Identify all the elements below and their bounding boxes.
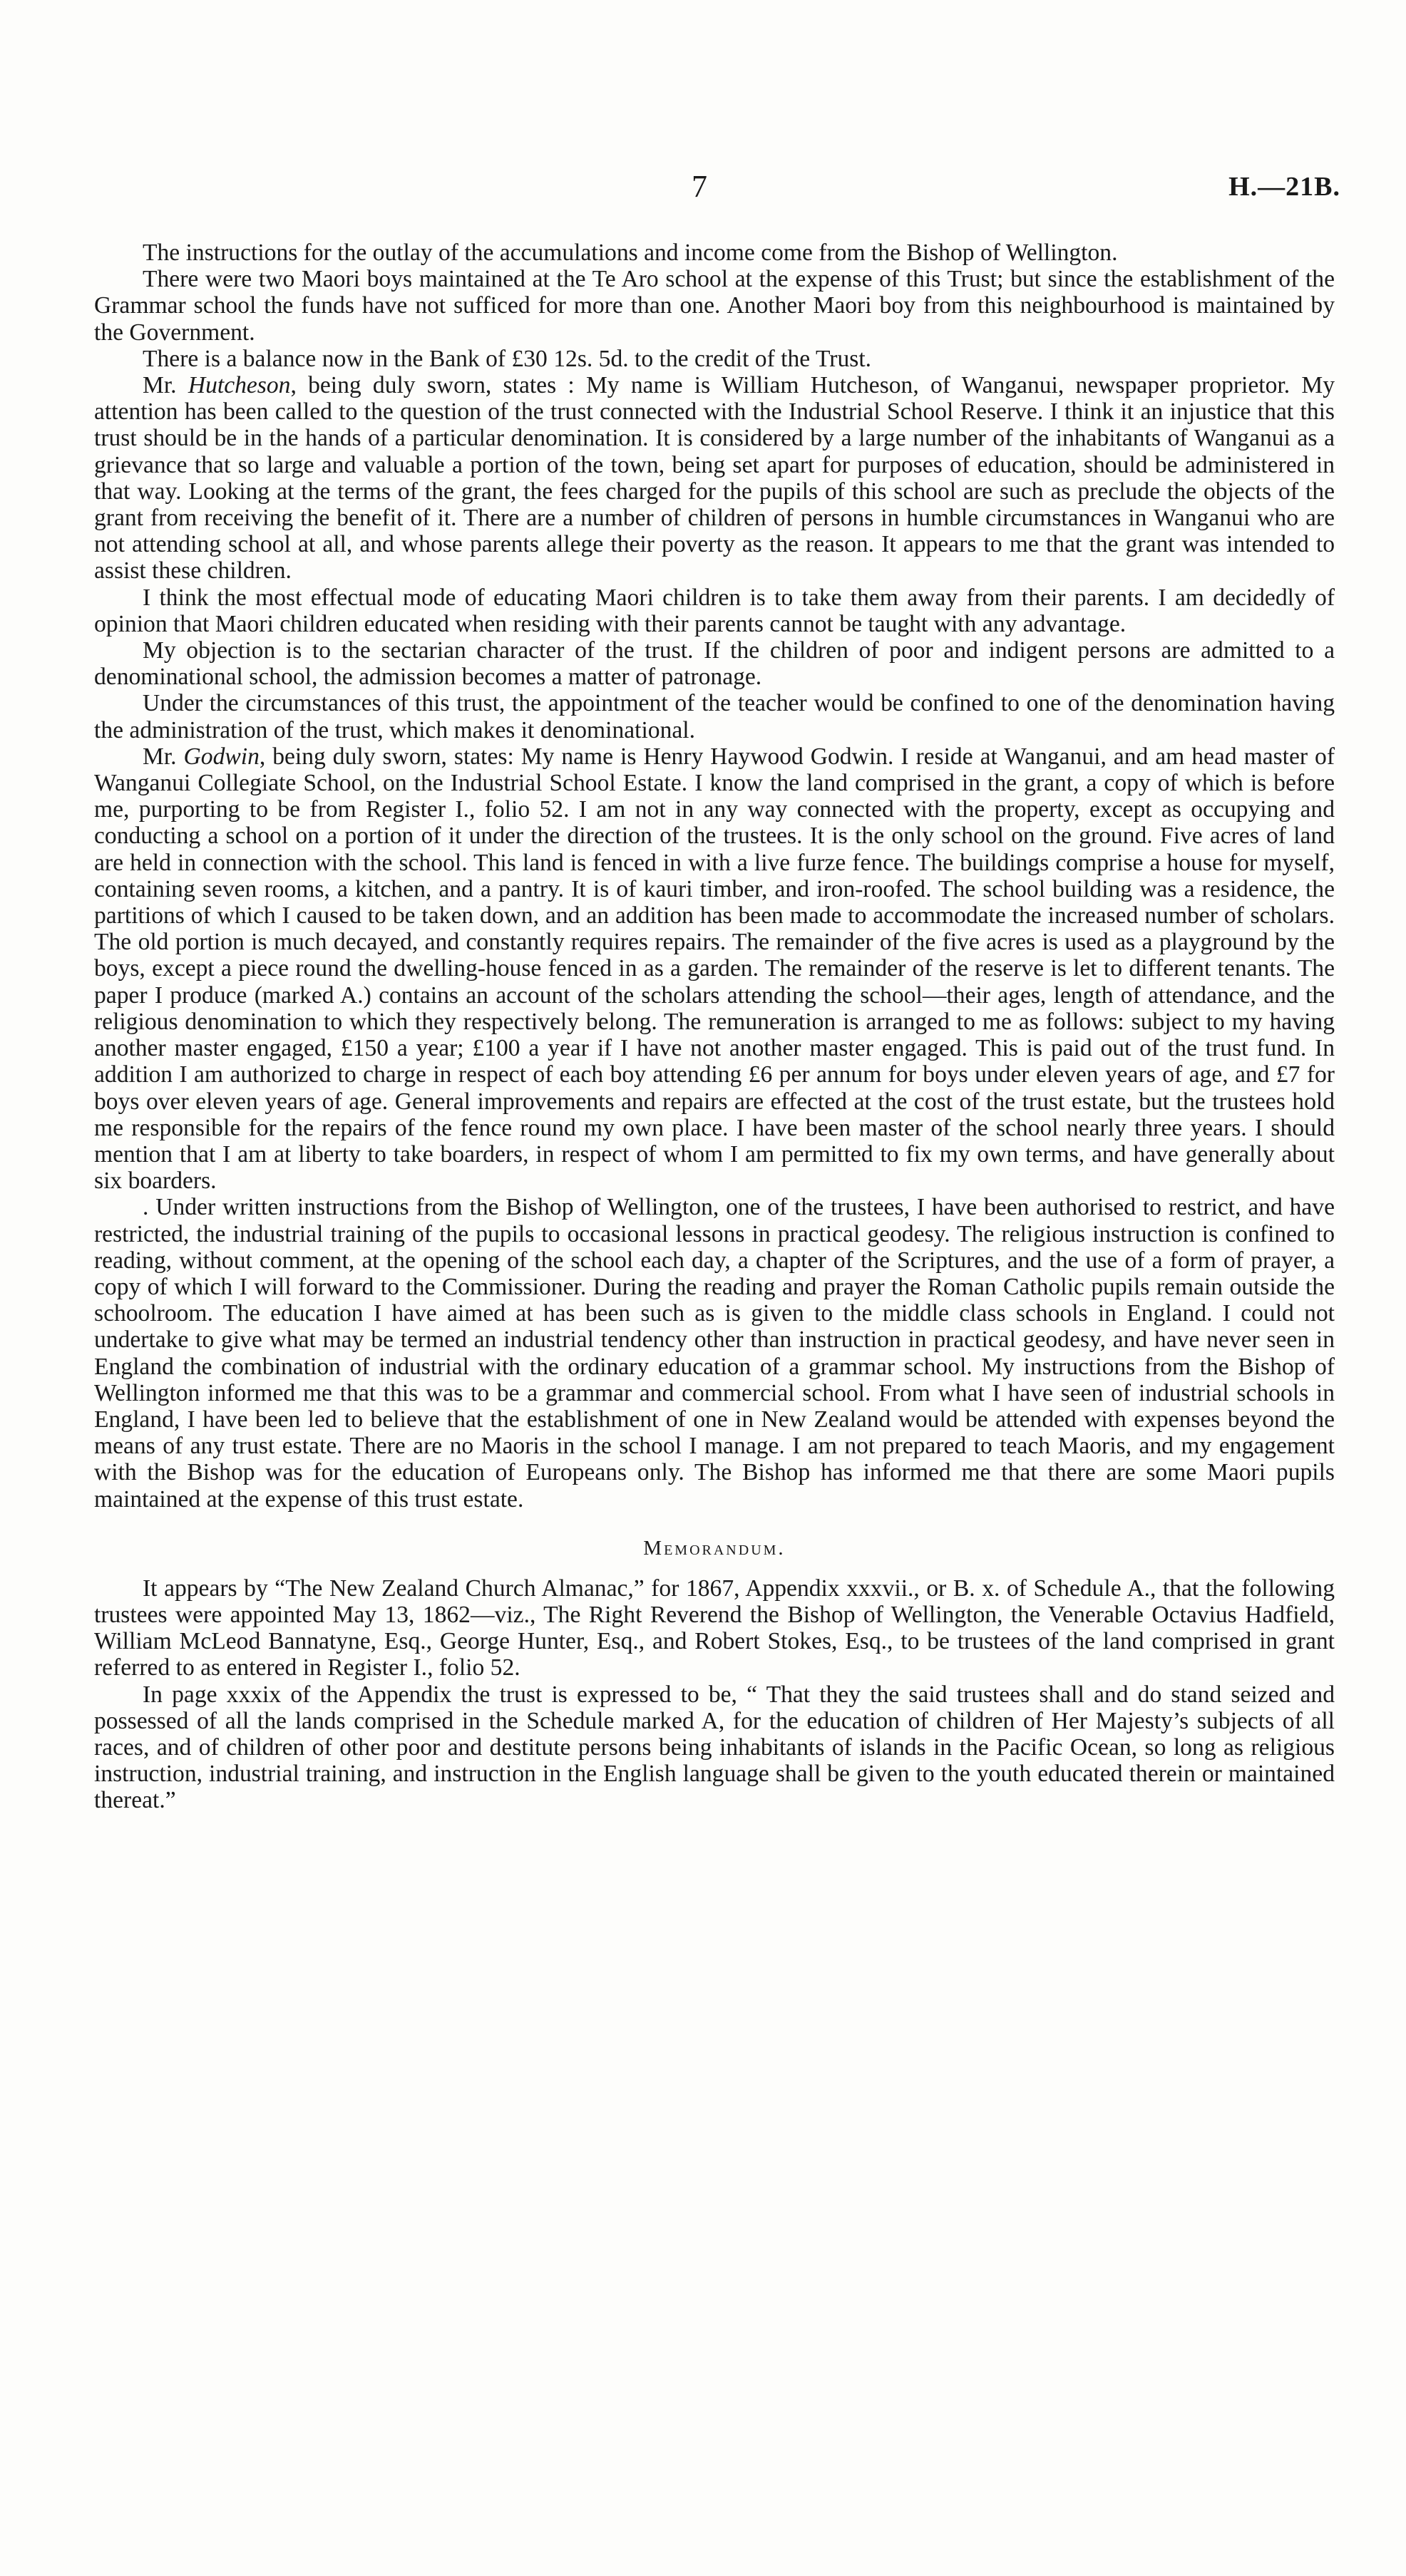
paragraph-sectarian-objection: My objection is to the sectarian character of the trust. If the children of poor and indigent persons are admitted to a denominational school, the admission becomes a matter of patronage.	[94, 637, 1335, 691]
document-reference: H.—21B.	[1228, 172, 1340, 202]
evidence-text	[94, 239, 1335, 1814]
paragraph-balance: There is a balance now in the Bank of £30 12s. 5d. to the credit of the Trust.	[143, 345, 872, 372]
memorandum-section	[94, 1534, 1335, 1814]
memorandum-heading: Memorandum.	[643, 1536, 786, 1560]
witness-name-hutcheson: Hutcheson	[188, 372, 291, 399]
memorandum-paragraph-trustees: It appears by “The New Zealand Church Almanac,” for 1867, Appendix xxxvii., or B. x. of Schedule A., that the following trustees were appointed May 13, 1862—viz., The Right Reverend the Bishop of Wellington, the Venerable Octavius Hadfield, William McLeod Bannatyne, Esq., George Hunter, Esq., and Robert Stokes, Esq., to be trustees of the land comprised in grant referred to as entered in Register I., folio 52.	[94, 1575, 1335, 1681]
paragraph-bishop-instructions: . Under written instructions from the Bishop of Wellington, one of the trustees, I have been authorised to restrict, and have restricted, the industrial training of the pupils to occasional lessons in practical geodesy. The religious instruction is confined to reading, without comment, at the opening of the school each day, a chapter of the Scriptures, and the use of a form of prayer, a copy of which I will forward to the Commissioner. During the reading and prayer the Roman Catholic pupils remain outside the schoolroom. The education I have aimed at has been such as is given to the middle class schools in England. I could not undertake to give what may be termed an industrial tendency other than instruction in practical geodesy, and have never seen in England the combination of industrial with the ordinary education of a grammar school. My instructions from the Bishop of Wellington informed me that this was to be a grammar and commercial school. From what I have seen of industrial schools in England, I have been led to believe that the establishment of one in New Zealand would be attended with expenses beyond the means of any trust estate. There are no Maoris in the school I manage. I am not prepared to teach Maoris, and my engagement with the Bishop was for the education of Europeans only. The Bishop has informed me that there are some Maori pupils maintained at the expense of this trust estate.	[94, 1194, 1335, 1513]
paragraph-godwin-statement	[94, 743, 1335, 1194]
hutcheson-text: , being duly sworn, states : My name is William Hutcheson, of Wanganui, newspaper proprietor. My attention has been called to the question of the trust connected with the Industrial School Reserve. I think it an injustice that this trust should be in the hands of a particular denomination. It is considered by a large number of the inhabitants of Wanganui as a grievance that so large and valuable a portion of the town, being set apart for purposes of education, should be administered in that way. Looking at the terms of the grant, the fees charged for the pupils of this school are such as preclude the objects of the grant from receiving the benefit of it. There are a number of children of persons in humble circumstances in Wanganui who are not attending school at all, and whose parents allege their poverty as the reason. It appears to me that the grant was intended to assist these children.	[94, 372, 1335, 584]
godwin-text: , being duly sworn, states: My name is Henry Haywood Godwin. I reside at Wanganui, and am head master of Wanganui Collegiate School, on the Industrial School Estate. I know the land comprised in the grant, a copy of which is before me, purporting to be from Register I., folio 52. I am not in any way connected with the property, except as occupying and conducting a school on a portion of it under the direction of the trustees. It is the only school on the ground. Five acres of land are held in connection with the school. This land is fenced in with a live furze fence. The buildings comprise a house for myself, containing seven rooms, a kitchen, and a pantry. It is of kauri timber, and iron-roofed. The school building was a residence, the partitions of which I caused to be taken down, and an addition has been made to accommodate the increased number of scholars. The old portion is much decayed, and constantly requires repairs. The remainder of the five acres is used as a playground by the boys, except a piece round the dwelling-house fenced in as a garden. The remainder of the reserve is let to different tenants. The paper I produce (marked A.) contains an account of the scholars attending the school—their ages, length of attendance, and the religious denomination to which they respectively belong. The remuneration is arranged to me as follows: subject to my having another master engaged, £150 a year; £100 a year if I have not another master engaged. This is paid out of the trust fund. In addition I am authorized to charge in respect of each boy attending £6 per annum for boys under eleven years of age, and £7 for boys over eleven years of age. General improvements and repairs are effected at the cost of the trust estate, but the trustees hold me responsible for the repairs of the fence round my own place. I have been master of the school nearly three years. I should mention that I am at liberty to take boarders, in respect of whom I am permitted to fix my own terms, and have generally about six boarders.	[94, 743, 1335, 1195]
godwin-prefix: Mr.	[143, 743, 184, 770]
paragraph-maori-education: I think the most effectual mode of educating Maori children is to take them away from their parents. I am decidedly of opinion that Maori children educated when residing with their parents cannot be taught with any advantage.	[94, 584, 1335, 637]
witness-name-godwin: Godwin	[183, 743, 260, 770]
paragraph-instructions: The instructions for the outlay of the accumulations and income come from the Bishop of Wellington.	[143, 239, 1118, 266]
paragraph-maori-boys: There were two Maori boys maintained at the Te Aro school at the expense of this Trust; but since the establishment of the Grammar school the funds have not sufficed for more than one. Another Maori boy from this neighbourhood is maintained by the Government.	[94, 266, 1335, 346]
page-header	[0, 165, 1406, 208]
hutcheson-prefix: Mr.	[143, 372, 188, 399]
memorandum-paragraph-trust-terms: In page xxxix of the Appendix the trust is expressed to be, “ That they the said trustees shall and do stand seized and possessed of all the lands comprised in the Schedule marked A, for the education of children of Her Majesty’s subjects of all races, and of children of other poor and destitute persons being inhabitants of islands in the Pacific Ocean, so long as religious instruction, industrial training, and instruction in the English language shall be given to the youth educated therein or maintained thereat.”	[94, 1681, 1335, 1814]
paragraph-hutcheson-statement	[94, 372, 1335, 584]
page-number: 7	[692, 169, 707, 204]
paragraph-teacher-appointment: Under the circumstances of this trust, the appointment of the teacher would be confined to one of the denomination having the administration of the trust, which makes it denominational.	[94, 690, 1335, 743]
